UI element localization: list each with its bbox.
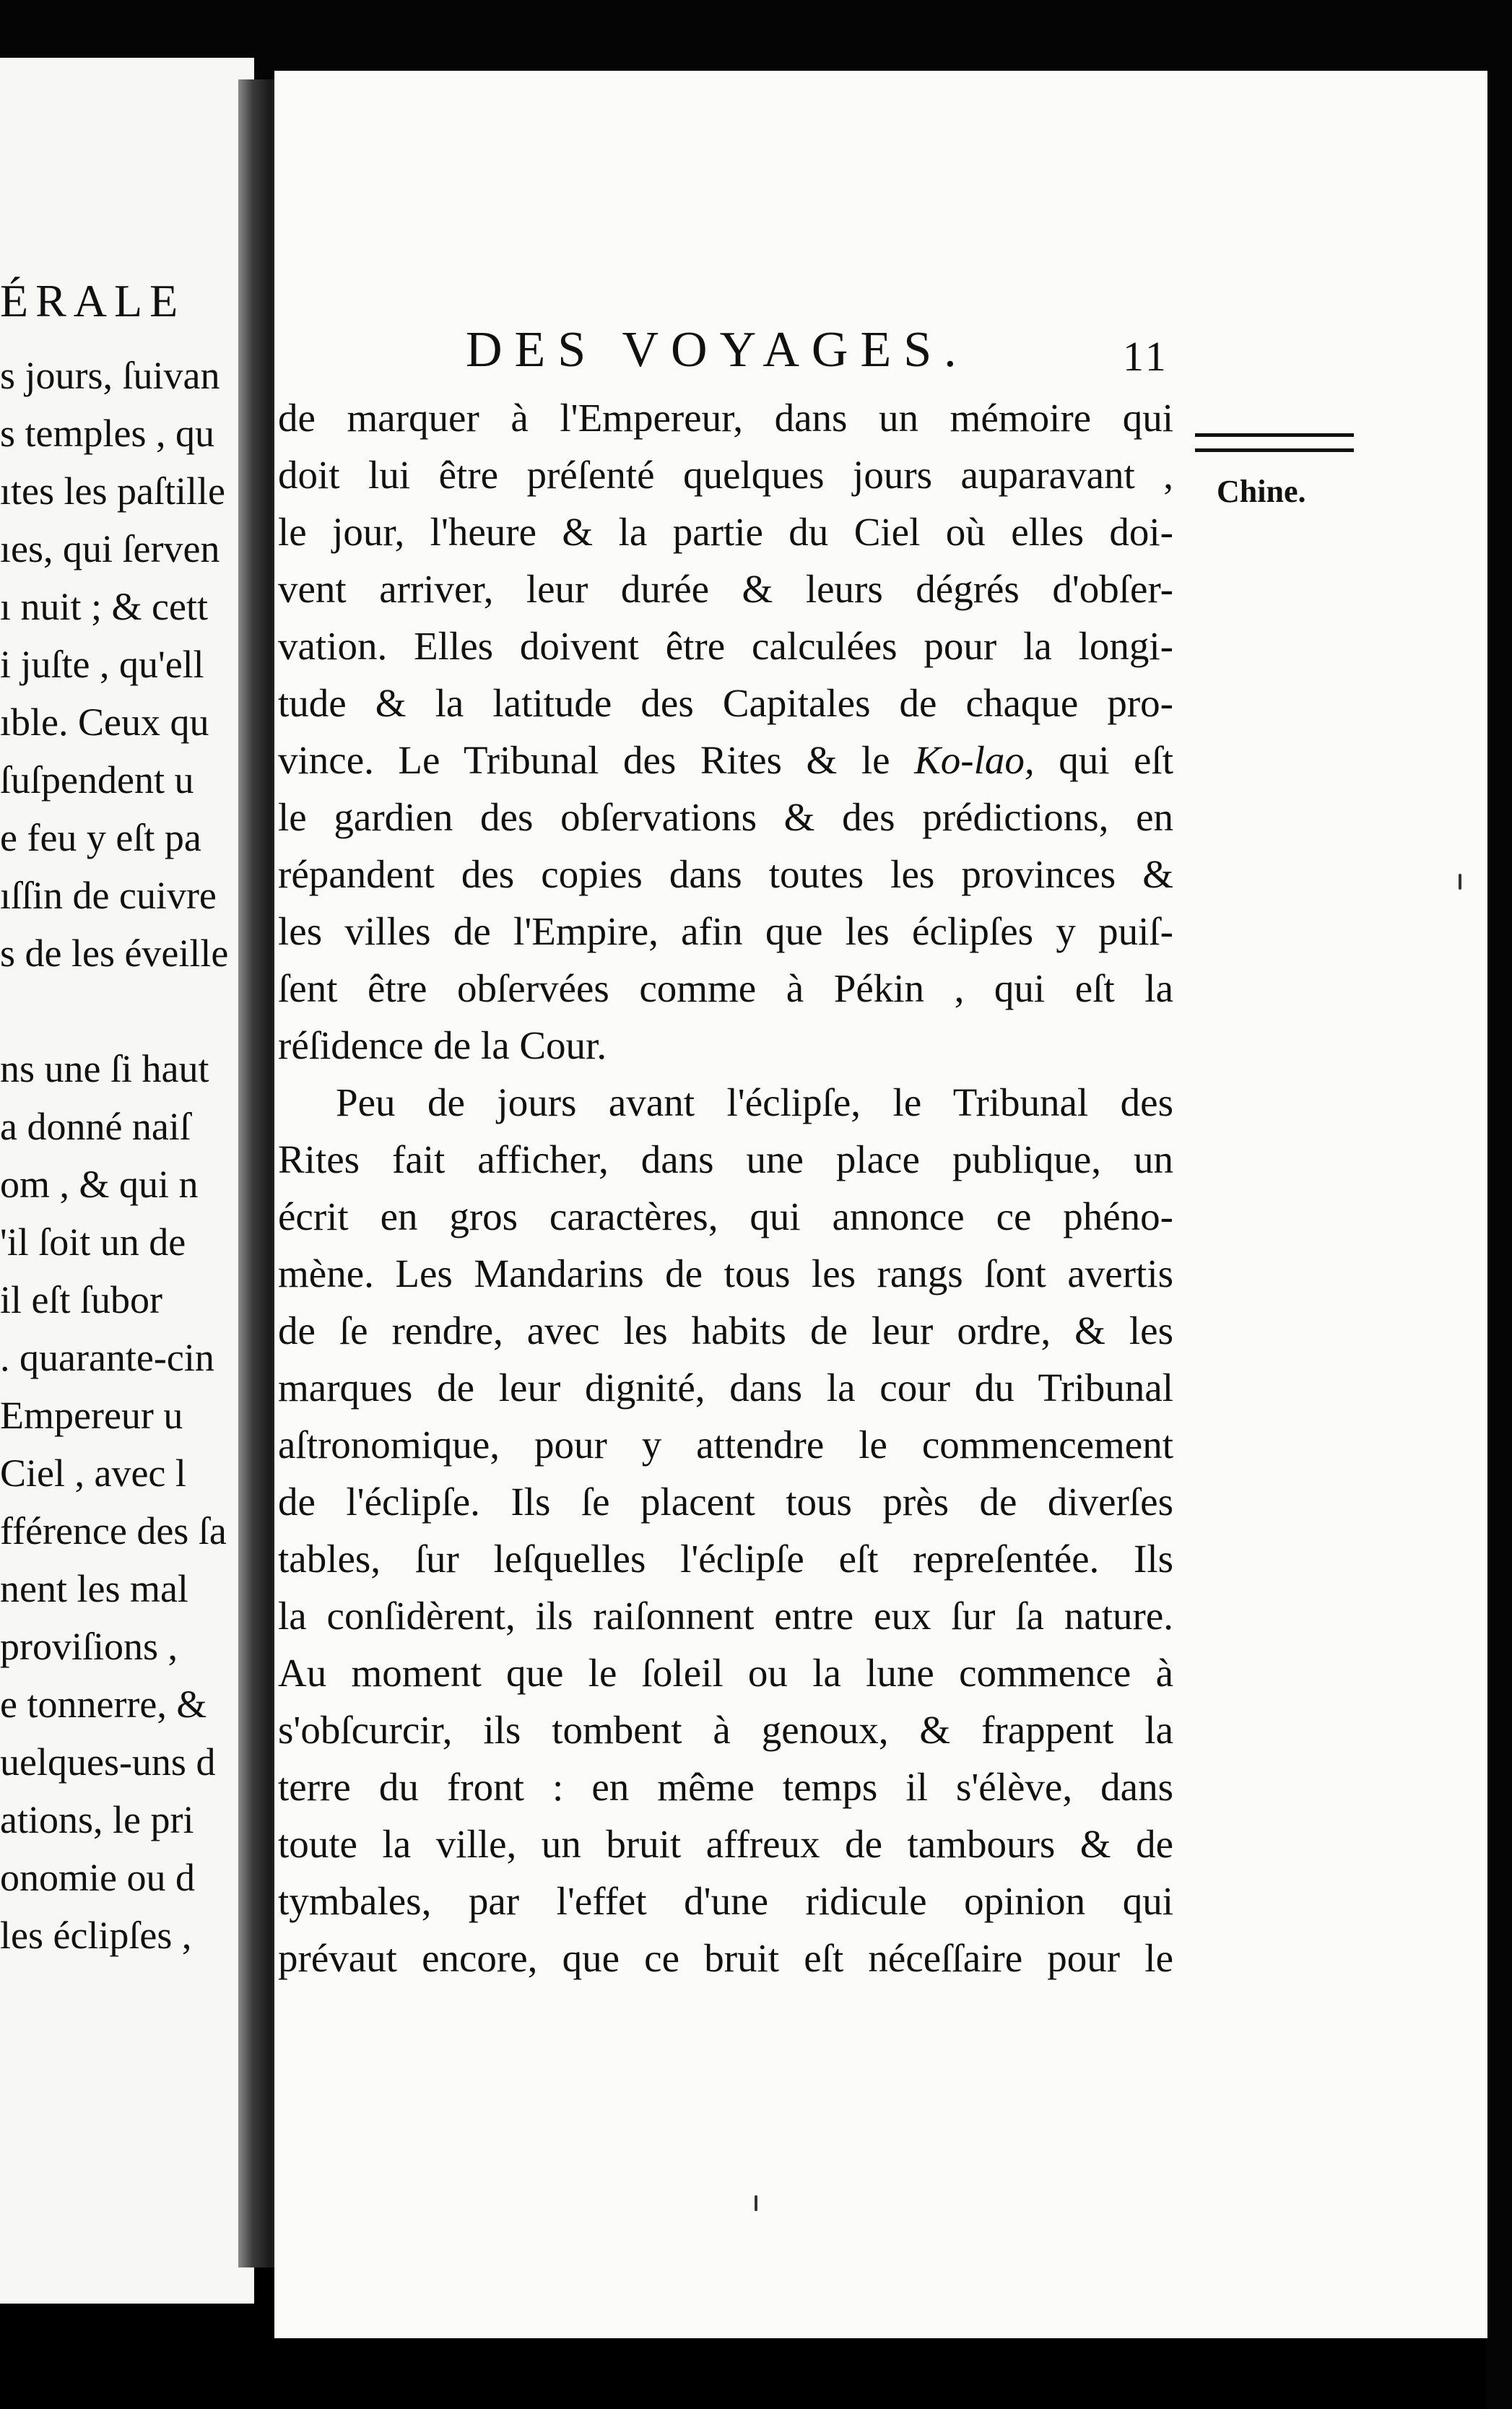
left-text-line: les éclipſes , xyxy=(0,1914,192,1957)
left-text-line: ıes, qui ſerven xyxy=(0,527,220,570)
left-text-line: . quarante-cin xyxy=(0,1336,214,1379)
left-text-line: s temples , qu xyxy=(0,412,214,455)
left-text-line xyxy=(0,982,254,1040)
left-text-line: e feu y eſt pa xyxy=(0,816,201,859)
left-text-line: onomie ou d xyxy=(0,1856,195,1899)
text-line: vent arriver, leur durée & leurs dégrés d'obſer- xyxy=(278,567,1173,611)
text-line: le gardien des obſervations & des prédictions, en xyxy=(278,795,1173,839)
italic-term: Ko-lao, xyxy=(914,738,1059,782)
running-head: DES VOYAGES. xyxy=(466,322,969,378)
left-text-line: i juſte , qu'ell xyxy=(0,643,204,686)
text-line: toute la ville, un bruit affreux de tambours & de xyxy=(278,1822,1173,1866)
left-text-line: nent les mal xyxy=(0,1567,188,1610)
text-line: marques de leur dignité, dans la cour du Tribunal xyxy=(278,1366,1173,1410)
left-text-line: e tonnerre, & xyxy=(0,1683,207,1726)
text-line: écrit en gros caractères, qui annonce ce phéno- xyxy=(278,1194,1173,1238)
left-text-line: ns une ſi haut xyxy=(0,1047,209,1090)
text-segment: vince. Le Tribunal des Rites & le xyxy=(278,738,915,782)
left-text-line: fférence des ſa xyxy=(0,1509,227,1553)
text-line: Rites fait afficher, dans une place publique, un xyxy=(278,1137,1173,1181)
left-text-line: s de les éveille xyxy=(0,932,229,975)
text-line: vation. Elles doivent être calculées pour la longi- xyxy=(278,624,1173,668)
text-line: s'obſcurcir, ils tombent à genoux, & frappent la xyxy=(278,1708,1173,1752)
left-text-line: uelques-uns d xyxy=(0,1740,216,1784)
left-text-line: ıſſin de cuivre xyxy=(0,874,217,917)
margin-rule xyxy=(1195,433,1354,452)
left-text-line: proviſions , xyxy=(0,1625,178,1668)
text-line: de l'éclipſe. Ils ſe placent tous près de diverſes xyxy=(278,1480,1173,1524)
left-text-line: s jours, ſuivan xyxy=(0,354,220,397)
left-running-head: ÉRALE xyxy=(0,275,186,326)
text-line: mène. Les Mandarins de tous les rangs ſont avertis xyxy=(278,1251,1173,1295)
text-line: réſidence de la Cour. xyxy=(278,1023,607,1067)
text-line: le jour, l'heure & la partie du Ciel où elles doi- xyxy=(278,510,1173,554)
scan-speck xyxy=(1459,874,1461,890)
margin-note: Chine. xyxy=(1217,474,1306,509)
left-text-line: ıtes les paſtille xyxy=(0,469,225,513)
text-line: la conſidèrent, ils raiſonnent entre eux ſur ſa nature. xyxy=(278,1594,1173,1638)
text-line xyxy=(278,732,1173,789)
text-line: les villes de l'Empire, afin que les éclipſes y puiſ- xyxy=(278,909,1173,953)
text-line: tude & la latitude des Capitales de chaque pro- xyxy=(278,681,1173,725)
left-page xyxy=(0,58,254,2304)
left-text-line: Ciel , avec l xyxy=(0,1451,186,1495)
text-line: tymbales, par l'effet d'une ridicule opinion qui xyxy=(278,1879,1173,1923)
text-line: de marquer à l'Empereur, dans un mémoire qui xyxy=(278,396,1173,440)
text-line: de ſe rendre, avec les habits de leur ordre, & les xyxy=(278,1308,1173,1353)
text-line: aſtronomique, pour y attendre le commencement xyxy=(278,1423,1173,1467)
text-segment: qui eſt xyxy=(1059,738,1174,782)
text-line: prévaut encore, que ce bruit eſt néceſſaire pour le xyxy=(278,1936,1173,1980)
text-line: ſent être obſervées comme à Pékin , qui eſt la xyxy=(278,966,1173,1010)
left-text-line: Empereur u xyxy=(0,1394,183,1437)
page-number: 11 xyxy=(1123,333,1169,380)
left-text-line: om , & qui n xyxy=(0,1163,199,1206)
left-text-line: 'il ſoit un de xyxy=(0,1220,186,1264)
left-text-line: ations, le pri xyxy=(0,1798,194,1841)
scan-speck xyxy=(755,2195,757,2211)
left-text-line: il eſt ſubor xyxy=(0,1278,162,1321)
left-text-line: a donné naiſ xyxy=(0,1105,191,1148)
text-line: tables, ſur leſquelles l'éclipſe eſt repreſentée. Ils xyxy=(278,1537,1173,1581)
left-text-line: ı nuit ; & cett xyxy=(0,585,208,628)
text-line: terre du front : en même temps il s'élève, dans xyxy=(278,1765,1173,1809)
text-line: Au moment que le ſoleil ou la lune commence à xyxy=(278,1651,1173,1695)
text-line: doit lui être préſenté quelques jours auparavant , xyxy=(278,453,1173,497)
text-line: répandent des copies dans toutes les provinces & xyxy=(278,852,1173,896)
text-line: Peu de jours avant l'éclipſe, le Tribunal des xyxy=(336,1080,1173,1124)
scan-border-right xyxy=(1486,0,1512,2409)
left-text-line: ſuſpendent u xyxy=(0,758,194,802)
left-text-line: ıble. Ceux qu xyxy=(0,700,209,744)
